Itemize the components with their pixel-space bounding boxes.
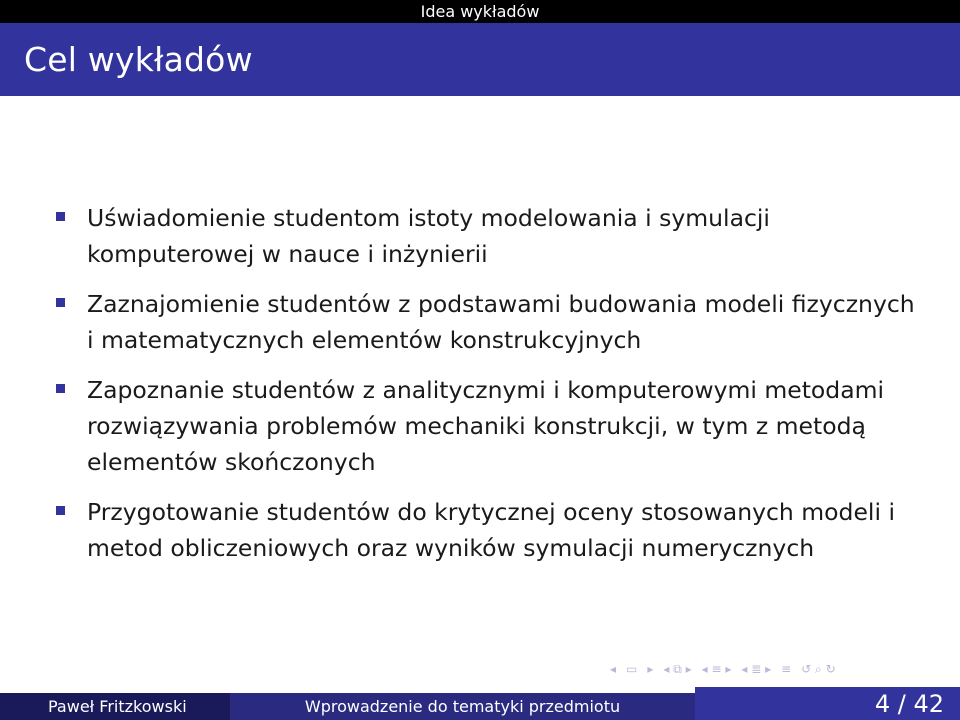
footer-title: Wprowadzenie do tematyki przedmiotu xyxy=(230,693,695,720)
page-number: 4 / 42 xyxy=(695,687,960,720)
beamer-navigation xyxy=(610,660,945,678)
bullet-square-icon xyxy=(56,212,65,221)
section-title: Idea wykładów xyxy=(420,2,540,21)
slide-title-bar xyxy=(0,23,960,96)
bullet-square-icon xyxy=(56,506,65,515)
slide-title: Cel wykładów xyxy=(24,40,253,79)
list-item xyxy=(56,200,936,272)
bullet-square-icon xyxy=(56,298,65,307)
list-item xyxy=(56,372,936,480)
list-item-text: Zapoznanie studentów z analitycznymi i komputerowymi metodami rozwiązywania problemów mechaniki konstrukcji, w tym z metodą elementów skończonych xyxy=(87,376,885,476)
nav-prev-icon[interactable]: ▸ xyxy=(647,662,654,676)
nav-align-icon[interactable]: ≡ xyxy=(781,662,792,676)
nav-first-icon[interactable]: ◂ xyxy=(610,662,617,676)
list-item xyxy=(56,286,936,358)
nav-search-icon[interactable]: ↺ ⌕ ↻ xyxy=(801,661,836,676)
bullet-list xyxy=(56,200,936,580)
bullet-square-icon xyxy=(56,384,65,393)
list-item-text: Zaznajomienie studentów z podstawami budowania modeli fizycznych i matematycznych elementów konstrukcyjnych xyxy=(87,290,915,354)
list-item-text: Przygotowanie studentów do krytycznej oceny stosowanych modeli i metod obliczeniowych oraz wyników symulacji numerycznych xyxy=(87,498,895,562)
nav-frame-icon[interactable]: ▭ xyxy=(626,662,638,676)
nav-section-next-icon[interactable]: ◂ ≣ ▸ xyxy=(741,662,772,676)
list-item xyxy=(56,494,936,566)
section-header xyxy=(0,0,960,23)
footer-author: Paweł Fritzkowski xyxy=(0,693,230,720)
slide-footer xyxy=(0,687,960,720)
nav-subsection-icon[interactable]: ◂ ⧉ ▸ xyxy=(663,661,692,676)
list-item-text: Uświadomienie studentom istoty modelowania i symulacji komputerowej w nauce i inżynierii xyxy=(87,204,770,268)
nav-section-prev-icon[interactable]: ◂ ≡ ▸ xyxy=(701,662,732,676)
